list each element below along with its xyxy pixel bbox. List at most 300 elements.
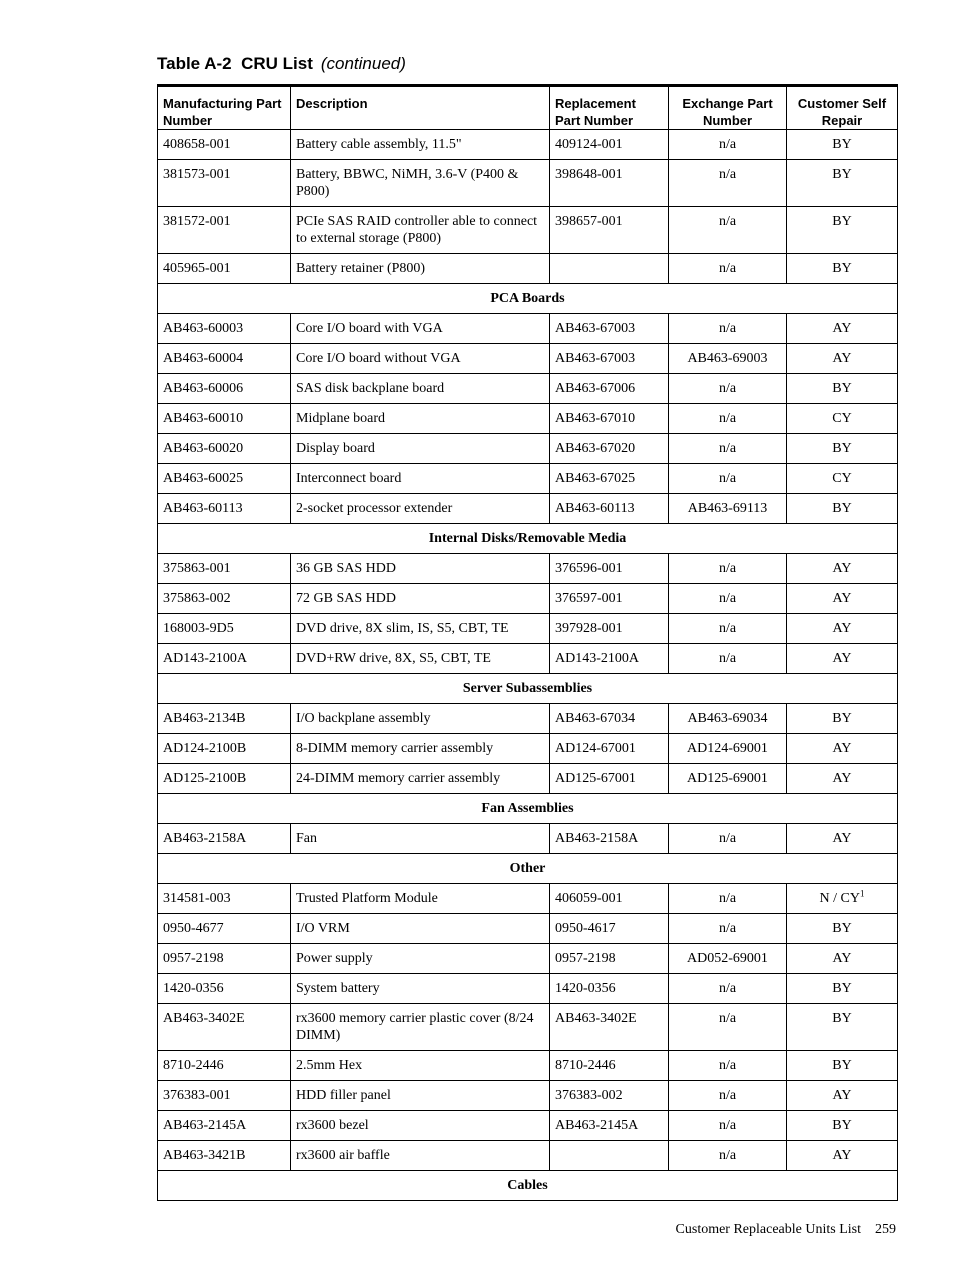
cell-customer-self-repair (787, 464, 898, 494)
cell-customer-self-repair (787, 314, 898, 344)
cell-replacement-part-number (550, 434, 669, 464)
cell-exchange-part-number (669, 1141, 787, 1171)
table-row (158, 1141, 898, 1171)
cell-customer-self-repair (787, 1051, 898, 1081)
table-row (158, 1004, 898, 1051)
cell-customer-self-repair (787, 434, 898, 464)
cell-replacement-part-number (550, 974, 669, 1004)
cell-customer-self-repair (787, 824, 898, 854)
cell-text: n/a (718, 591, 737, 606)
cell-text: 376383-001 (163, 1088, 231, 1103)
cell-text: Battery retainer (P800) (296, 261, 426, 276)
cell-manufacturing-part-number (158, 207, 291, 254)
cell-replacement-part-number (550, 1141, 669, 1171)
cell-text: HDD filler panel (296, 1088, 391, 1103)
cell-manufacturing-part-number (158, 314, 291, 344)
cell-replacement-part-number (550, 1081, 669, 1111)
cell-manufacturing-part-number (158, 704, 291, 734)
table-label: Table A-2 (157, 54, 232, 73)
cell-exchange-part-number (669, 404, 787, 434)
cell-text: 376383-002 (555, 1088, 623, 1103)
cell-text: Display board (296, 441, 375, 456)
cell-text: AB463-67010 (555, 411, 636, 426)
cell-description (291, 494, 550, 524)
header-replacement-part-number: Replacement Part Number (550, 86, 669, 130)
cell-text: Midplane board (296, 411, 386, 426)
table-row (158, 584, 898, 614)
cell-manufacturing-part-number (158, 344, 291, 374)
cell-exchange-part-number (669, 464, 787, 494)
cell-text: n/a (718, 441, 737, 456)
footnote-marker: 1 (859, 888, 865, 899)
cell-manufacturing-part-number (158, 974, 291, 1004)
cell-description (291, 160, 550, 207)
cell-replacement-part-number (550, 884, 669, 914)
cell-customer-self-repair (787, 914, 898, 944)
cell-text: AY (832, 1088, 852, 1103)
section-row (158, 674, 898, 704)
cell-customer-self-repair (787, 207, 898, 254)
cell-text: 0957-2198 (555, 951, 616, 966)
cell-text: n/a (718, 1148, 737, 1163)
section-row (158, 284, 898, 314)
cell-text: AB463-60010 (163, 411, 244, 426)
header-exchange-part-number: Exchange Part Number (669, 86, 787, 130)
cell-customer-self-repair (787, 734, 898, 764)
table-body (158, 130, 898, 1201)
cell-customer-self-repair (787, 254, 898, 284)
cell-manufacturing-part-number (158, 464, 291, 494)
table-row (158, 614, 898, 644)
cell-exchange-part-number (669, 974, 787, 1004)
cell-text: rx3600 bezel (296, 1118, 369, 1133)
cell-description (291, 404, 550, 434)
cell-replacement-part-number (550, 704, 669, 734)
cell-text: Battery, BBWC, NiMH, 3.6-V (P400 & P800) (296, 167, 519, 199)
page-footer (676, 1222, 896, 1238)
cell-manufacturing-part-number (158, 554, 291, 584)
cell-customer-self-repair (787, 944, 898, 974)
cell-customer-self-repair (787, 1004, 898, 1051)
cell-text: n/a (718, 831, 737, 846)
cell-text: n/a (718, 1118, 737, 1133)
table-row (158, 160, 898, 207)
cell-text: AB463-60020 (163, 441, 244, 456)
cell-description (291, 207, 550, 254)
cell-text: AY (832, 591, 852, 606)
table-row (158, 464, 898, 494)
cell-description (291, 1051, 550, 1081)
cell-text: n/a (718, 651, 737, 666)
cell-description (291, 734, 550, 764)
cell-description (291, 554, 550, 584)
cell-description (291, 644, 550, 674)
table-row (158, 554, 898, 584)
cell-replacement-part-number (550, 1004, 669, 1051)
cell-exchange-part-number (669, 734, 787, 764)
cell-replacement-part-number (550, 614, 669, 644)
cell-manufacturing-part-number (158, 1004, 291, 1051)
cell-text: 0950-4617 (555, 921, 616, 936)
cell-description (291, 464, 550, 494)
cell-text: rx3600 air baffle (296, 1148, 390, 1163)
cell-replacement-part-number (550, 1051, 669, 1081)
cell-exchange-part-number (669, 704, 787, 734)
cell-exchange-part-number (669, 884, 787, 914)
cell-exchange-part-number (669, 374, 787, 404)
cell-customer-self-repair (787, 554, 898, 584)
cell-text: n/a (718, 471, 737, 486)
cell-customer-self-repair (787, 160, 898, 207)
cell-customer-self-repair (787, 404, 898, 434)
cell-text: 376596-001 (555, 561, 623, 576)
cell-description (291, 584, 550, 614)
cell-exchange-part-number (669, 914, 787, 944)
cell-text: AD124-69001 (687, 741, 768, 756)
cell-customer-self-repair (787, 344, 898, 374)
cell-text: BY (832, 167, 852, 182)
cell-replacement-part-number (550, 644, 669, 674)
cell-customer-self-repair (787, 1111, 898, 1141)
cell-customer-self-repair (787, 884, 898, 914)
table-row (158, 1051, 898, 1081)
cell-text: Core I/O board with VGA (296, 321, 443, 336)
cell-manufacturing-part-number (158, 1051, 291, 1081)
cell-text: 409124-001 (555, 137, 623, 152)
cell-exchange-part-number (669, 614, 787, 644)
cell-replacement-part-number (550, 764, 669, 794)
cell-text: AY (832, 1148, 852, 1163)
cell-manufacturing-part-number (158, 614, 291, 644)
cell-manufacturing-part-number (158, 1141, 291, 1171)
cell-text: AB463-69113 (687, 501, 768, 516)
cell-replacement-part-number (550, 914, 669, 944)
cell-customer-self-repair (787, 584, 898, 614)
cell-customer-self-repair (787, 704, 898, 734)
cell-manufacturing-part-number (158, 1081, 291, 1111)
cell-text: AD143-2100A (163, 651, 247, 666)
cell-text: n/a (718, 167, 737, 182)
table-row (158, 254, 898, 284)
cell-description (291, 884, 550, 914)
cell-manufacturing-part-number (158, 130, 291, 160)
cell-manufacturing-part-number (158, 404, 291, 434)
table-row (158, 764, 898, 794)
cell-manufacturing-part-number (158, 434, 291, 464)
cell-description (291, 314, 550, 344)
cell-text: n/a (718, 1011, 737, 1026)
cell-text: n/a (718, 1088, 737, 1103)
table-row (158, 1111, 898, 1141)
cell-text: AD052-69001 (687, 951, 768, 966)
cell-text: AB463-67020 (555, 441, 636, 456)
cell-exchange-part-number (669, 1004, 787, 1051)
cell-replacement-part-number (550, 554, 669, 584)
cell-manufacturing-part-number (158, 734, 291, 764)
cell-text: Core I/O board without VGA (296, 351, 461, 366)
cell-exchange-part-number (669, 1111, 787, 1141)
cell-replacement-part-number (550, 404, 669, 434)
cell-replacement-part-number (550, 464, 669, 494)
cell-text: AB463-60025 (163, 471, 244, 486)
cell-text: AB463-3421B (163, 1148, 246, 1163)
cell-customer-self-repair (787, 764, 898, 794)
cell-text: AD125-2100B (163, 771, 247, 786)
cell-text: 1420-0356 (555, 981, 616, 996)
cell-replacement-part-number (550, 344, 669, 374)
cell-text: AB463-2134B (163, 711, 246, 726)
cell-text: 24-DIMM memory carrier assembly (296, 771, 501, 786)
cru-table (157, 84, 898, 1201)
cell-text: I/O backplane assembly (296, 711, 431, 726)
cell-text: AB463-2158A (163, 831, 247, 846)
cell-description (291, 254, 550, 284)
table-continued: (continued) (320, 54, 406, 73)
cell-text: AB463-67006 (555, 381, 636, 396)
cell-text: SAS disk backplane board (296, 381, 445, 396)
cell-text: 375863-002 (163, 591, 231, 606)
cell-exchange-part-number (669, 434, 787, 464)
cell-text: 2-socket processor extender (296, 501, 453, 516)
cell-text: CY (832, 411, 852, 426)
table-row (158, 130, 898, 160)
cell-description (291, 614, 550, 644)
cell-replacement-part-number (550, 494, 669, 524)
cell-text: BY (832, 501, 852, 516)
cell-text: BY (832, 921, 852, 936)
table-row (158, 974, 898, 1004)
cell-text: n/a (718, 261, 737, 276)
cell-exchange-part-number (669, 1051, 787, 1081)
cell-text: n/a (718, 381, 737, 396)
cell-text: 398657-001 (555, 214, 623, 229)
cell-replacement-part-number (550, 254, 669, 284)
cell-text: BY (832, 711, 852, 726)
header-row (158, 86, 898, 130)
cell-text: n/a (718, 561, 737, 576)
cell-manufacturing-part-number (158, 644, 291, 674)
cell-description (291, 434, 550, 464)
cell-description (291, 1111, 550, 1141)
section-heading: Fan Assemblies (158, 794, 898, 824)
cell-exchange-part-number (669, 644, 787, 674)
cell-text: n/a (718, 214, 737, 229)
cell-text: BY (832, 1011, 852, 1026)
table-row (158, 944, 898, 974)
cell-manufacturing-part-number (158, 254, 291, 284)
cell-text: Trusted Platform Module (296, 891, 438, 906)
cell-text: 2.5mm Hex (296, 1058, 363, 1073)
cell-exchange-part-number (669, 584, 787, 614)
cell-description (291, 1004, 550, 1051)
header-manufacturing-part-number: Manufacturing Part Number (158, 86, 291, 130)
cell-text: 0950-4677 (163, 921, 224, 936)
table-row (158, 704, 898, 734)
cell-customer-self-repair (787, 130, 898, 160)
cell-replacement-part-number (550, 944, 669, 974)
cell-text: AD143-2100A (555, 651, 639, 666)
cell-text: AB463-69034 (687, 711, 768, 726)
cell-text: PCIe SAS RAID controller able to connect to external storage (P800) (296, 214, 538, 246)
cell-description (291, 374, 550, 404)
cell-description (291, 824, 550, 854)
cell-text: 408658-001 (163, 137, 231, 152)
section-heading: PCA Boards (158, 284, 898, 314)
cell-text: BY (832, 441, 852, 456)
cell-text: System battery (296, 981, 380, 996)
cell-text: Power supply (296, 951, 373, 966)
cell-manufacturing-part-number (158, 764, 291, 794)
cell-description (291, 1141, 550, 1171)
table-row (158, 644, 898, 674)
cell-text: 8710-2446 (555, 1058, 616, 1073)
cell-description (291, 704, 550, 734)
section-heading: Cables (158, 1171, 898, 1201)
cell-text: AB463-60003 (163, 321, 244, 336)
cell-text: AB463-67025 (555, 471, 636, 486)
cell-text: AB463-60004 (163, 351, 244, 366)
cell-exchange-part-number (669, 207, 787, 254)
cell-text: n/a (718, 411, 737, 426)
cell-text: 8-DIMM memory carrier assembly (296, 741, 494, 756)
cell-customer-self-repair (787, 1141, 898, 1171)
cell-text: 405965-001 (163, 261, 231, 276)
cell-manufacturing-part-number (158, 584, 291, 614)
cell-text: AB463-2145A (555, 1118, 639, 1133)
table-title: CRU List (241, 54, 313, 73)
cell-replacement-part-number (550, 130, 669, 160)
cell-text: BY (832, 1058, 852, 1073)
cell-text: 381573-001 (163, 167, 231, 182)
section-heading: Other (158, 854, 898, 884)
table-row (158, 494, 898, 524)
cell-text: AD125-67001 (555, 771, 636, 786)
table-row (158, 434, 898, 464)
cell-text: AB463-67003 (555, 321, 636, 336)
cell-description (291, 764, 550, 794)
cell-text: AB463-2158A (555, 831, 639, 846)
cell-customer-self-repair (787, 1081, 898, 1111)
cell-customer-self-repair (787, 614, 898, 644)
cell-text: 398648-001 (555, 167, 623, 182)
table-row (158, 314, 898, 344)
table-row (158, 824, 898, 854)
cell-manufacturing-part-number (158, 914, 291, 944)
header-description: Description (291, 86, 550, 130)
section-row (158, 794, 898, 824)
cell-manufacturing-part-number (158, 884, 291, 914)
cell-text: Interconnect board (296, 471, 402, 486)
cell-text: AD125-69001 (687, 771, 768, 786)
cell-manufacturing-part-number (158, 160, 291, 207)
cell-description (291, 344, 550, 374)
cell-text: AB463-3402E (163, 1011, 245, 1026)
cell-text: BY (832, 214, 852, 229)
cell-customer-self-repair (787, 494, 898, 524)
cell-text: 375863-001 (163, 561, 231, 576)
cell-replacement-part-number (550, 734, 669, 764)
cell-text: BY (832, 381, 852, 396)
cell-text: n/a (718, 921, 737, 936)
section-row (158, 524, 898, 554)
cell-manufacturing-part-number (158, 494, 291, 524)
page-number: 259 (875, 1222, 896, 1237)
cell-exchange-part-number (669, 554, 787, 584)
cell-exchange-part-number (669, 1081, 787, 1111)
cell-text: AD124-67001 (555, 741, 636, 756)
footer-text: Customer Replaceable Units List (675, 1222, 861, 1237)
cell-replacement-part-number (550, 207, 669, 254)
cell-exchange-part-number (669, 254, 787, 284)
cell-text: AB463-60113 (163, 501, 243, 516)
cell-text: AB463-60113 (555, 501, 635, 516)
cell-text: CY (832, 471, 852, 486)
cell-text: 381572-001 (163, 214, 231, 229)
cell-replacement-part-number (550, 584, 669, 614)
cell-text: n/a (718, 891, 737, 906)
cell-text: 36 GB SAS HDD (296, 561, 396, 576)
section-row (158, 854, 898, 884)
cell-exchange-part-number (669, 764, 787, 794)
cell-text: DVD drive, 8X slim, IS, S5, CBT, TE (296, 621, 509, 636)
cell-manufacturing-part-number (158, 824, 291, 854)
section-heading: Server Subassemblies (158, 674, 898, 704)
cell-text: AY (832, 651, 852, 666)
cell-exchange-part-number (669, 130, 787, 160)
cell-text: DVD+RW drive, 8X, S5, CBT, TE (296, 651, 491, 666)
cell-description (291, 1081, 550, 1111)
cell-text: 0957-2198 (163, 951, 224, 966)
cell-text: AY (832, 741, 852, 756)
cell-text: AY (832, 951, 852, 966)
cell-text: AB463-69003 (687, 351, 768, 366)
cell-text: Battery cable assembly, 11.5" (296, 137, 462, 152)
cell-text: 168003-9D5 (163, 621, 234, 636)
cell-text: n/a (718, 1058, 737, 1073)
table-row (158, 374, 898, 404)
cell-text: BY (832, 261, 852, 276)
cell-description (291, 130, 550, 160)
cell-exchange-part-number (669, 314, 787, 344)
table-row (158, 734, 898, 764)
table-row (158, 207, 898, 254)
cell-exchange-part-number (669, 344, 787, 374)
cell-text: AD124-2100B (163, 741, 247, 756)
cell-text: AY (832, 831, 852, 846)
cell-text: 8710-2446 (163, 1058, 224, 1073)
table-row (158, 1081, 898, 1111)
cell-text: 376597-001 (555, 591, 623, 606)
cell-text: N / CY (819, 891, 860, 906)
cell-text: n/a (718, 321, 737, 336)
cell-exchange-part-number (669, 944, 787, 974)
cell-customer-self-repair (787, 974, 898, 1004)
cell-text: AY (832, 351, 852, 366)
cell-text: AY (832, 561, 852, 576)
cell-description (291, 974, 550, 1004)
cell-exchange-part-number (669, 494, 787, 524)
table-caption (157, 54, 406, 74)
cell-text: AB463-2145A (163, 1118, 247, 1133)
cell-text: rx3600 memory carrier plastic cover (8/24 DIMM) (296, 1011, 534, 1043)
cell-text: AB463-3402E (555, 1011, 637, 1026)
cell-text: AB463-60006 (163, 381, 244, 396)
cell-text: BY (832, 1118, 852, 1133)
cell-customer-self-repair (787, 644, 898, 674)
table-row (158, 914, 898, 944)
table-row (158, 884, 898, 914)
cell-text: AB463-67034 (555, 711, 636, 726)
